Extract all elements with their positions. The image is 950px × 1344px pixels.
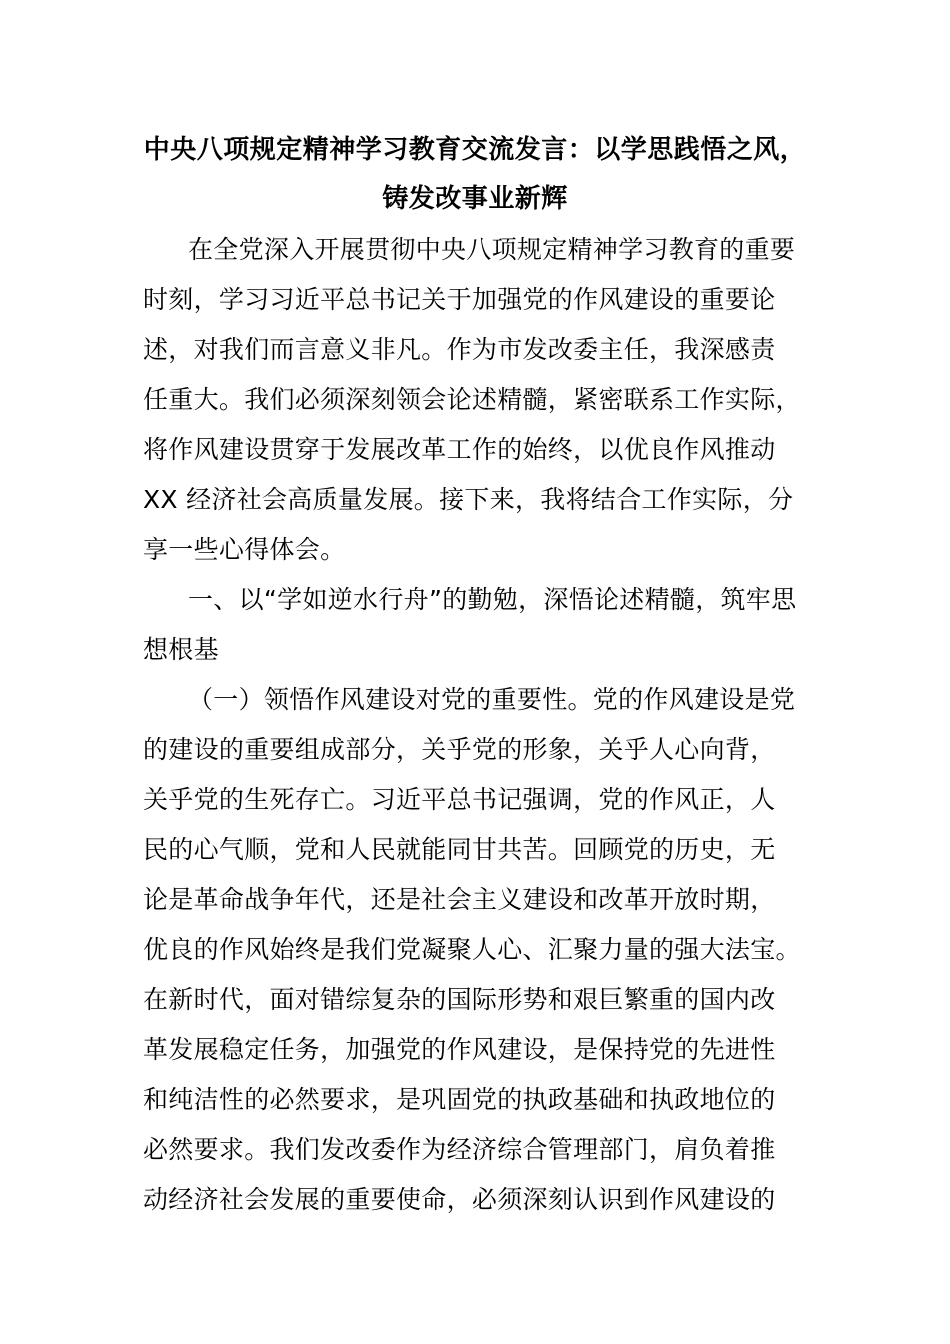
document-title-line-2: 铸发改事业新辉	[382, 184, 568, 214]
paragraph-line: 述，对我们而言意义非凡。作为市发改委主任，我深感责	[143, 335, 776, 364]
paragraph-line: （一）领悟作风建设对党的重要性。党的作风建设是党	[188, 685, 796, 714]
section-heading-line: 想根基	[143, 635, 219, 664]
paragraph-line: 任重大。我们必须深刻领会论述精髓，紧密联系工作实际，	[143, 385, 801, 414]
paragraph-line: 享一些心得体会。	[143, 535, 346, 564]
paragraph-line: 必然要求。我们发改委作为经济综合管理部门，肩负着推	[143, 1135, 776, 1164]
paragraph-line: 动经济社会发展的重要使命，必须深刻认识到作风建设的	[143, 1185, 776, 1214]
paragraph-line: 在新时代，面对错综复杂的国际形势和艰巨繁重的国内改	[143, 985, 776, 1014]
paragraph-line: 和纯洁性的必然要求，是巩固党的执政基础和执政地位的	[143, 1085, 776, 1114]
paragraph-line: 将作风建设贯穿于发展改革工作的始终，以优良作风推动	[143, 435, 776, 464]
document-title-line-1: 中央八项规定精神学习教育交流发言：以学思践悟之风，	[143, 135, 807, 165]
paragraph-line: 时刻，学习习近平总书记关于加强党的作风建设的重要论	[143, 285, 776, 314]
paragraph-line: 革发展稳定任务，加强党的作风建设，是保持党的先进性	[143, 1035, 776, 1064]
paragraph-line: 论是革命战争年代，还是社会主义建设和改革开放时期，	[143, 885, 776, 914]
paragraph-line: 优良的作风始终是我们党凝聚人心、汇聚力量的强大法宝。	[143, 935, 801, 964]
paragraph-line: 在全党深入开展贯彻中央八项规定精神学习教育的重要	[188, 235, 796, 264]
paragraph-line: 民的心气顺，党和人民就能同甘共苦。回顾党的历史，无	[143, 835, 776, 864]
paragraph-line: 的建设的重要组成部分，关乎党的形象，关乎人心向背，	[143, 735, 776, 764]
paragraph-line: XX 经济社会高质量发展。接下来，我将结合工作实际，分	[143, 485, 794, 514]
paragraph-line: 关乎党的生死存亡。习近平总书记强调，党的作风正，人	[143, 785, 776, 814]
section-heading-line: 一、以“学如逆水行舟”的勤勉，深悟论述精髓，筑牢思	[188, 585, 797, 614]
